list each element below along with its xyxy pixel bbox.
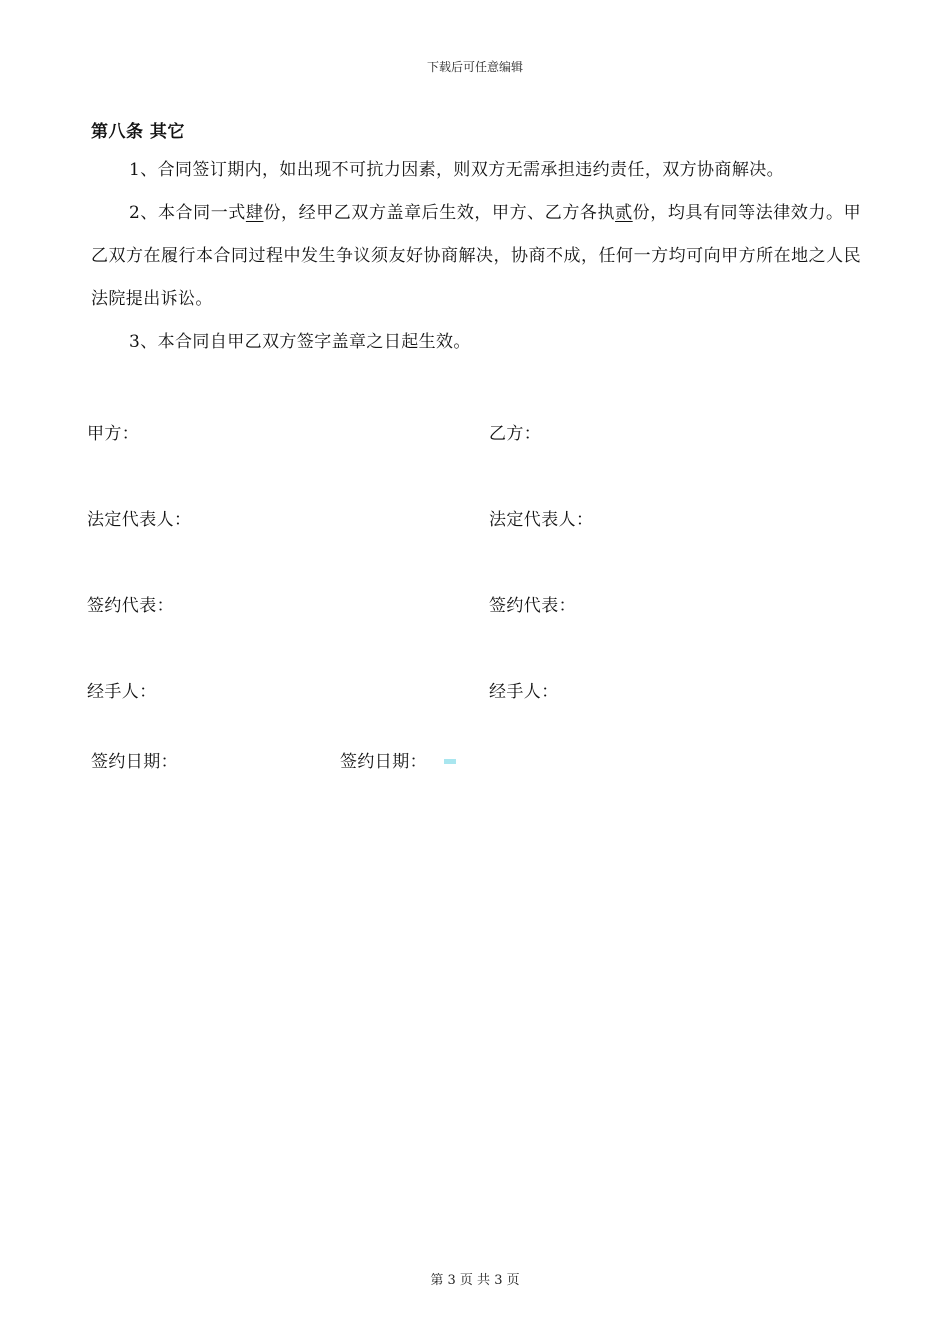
party-b-label: 乙方： bbox=[489, 424, 542, 444]
page-footer: 第 3 页 共 3 页 bbox=[430, 1273, 520, 1288]
handler-a-label: 经手人： bbox=[87, 682, 157, 702]
signing-rep-b-label: 签约代表： bbox=[489, 596, 576, 616]
article-title: 第八条 其它 bbox=[91, 122, 185, 142]
clause-2-text-c: 份，均具有同等法律效力。甲乙双方在履行本合同过程中发生争议须友好协商解决，协商不成，任何一方均可向甲方所在地之人民法院提出诉讼。 bbox=[91, 203, 862, 309]
clause-3: 3、本合同自甲乙双方签字盖章之日起生效。 bbox=[129, 332, 471, 352]
signing-date-a-label: 签约日期： bbox=[91, 752, 178, 772]
party-a-label: 甲方： bbox=[87, 424, 140, 444]
clause-2 bbox=[91, 192, 861, 321]
clause-2-text-a: 2、本合同一式 bbox=[129, 203, 246, 223]
signing-date-b-label: 签约日期： bbox=[340, 752, 427, 772]
legal-rep-a-label: 法定代表人： bbox=[87, 510, 192, 530]
handler-b-label: 经手人： bbox=[489, 682, 559, 702]
page-header-note: 下载后可任意编辑 bbox=[426, 60, 523, 74]
copies-each-value: 贰 bbox=[615, 203, 633, 223]
legal-rep-b-label: 法定代表人： bbox=[489, 510, 594, 530]
copies-total-value: 肆 bbox=[245, 203, 264, 223]
signing-rep-a-label: 签约代表： bbox=[87, 596, 174, 616]
date-field-highlight bbox=[444, 759, 456, 764]
clause-1: 1、合同签订期内，如出现不可抗力因素，则双方无需承担违约责任，双方协商解决。 bbox=[129, 160, 785, 180]
clause-2-text-b: 份，经甲乙双方盖章后生效，甲方、乙方各执 bbox=[263, 203, 616, 223]
